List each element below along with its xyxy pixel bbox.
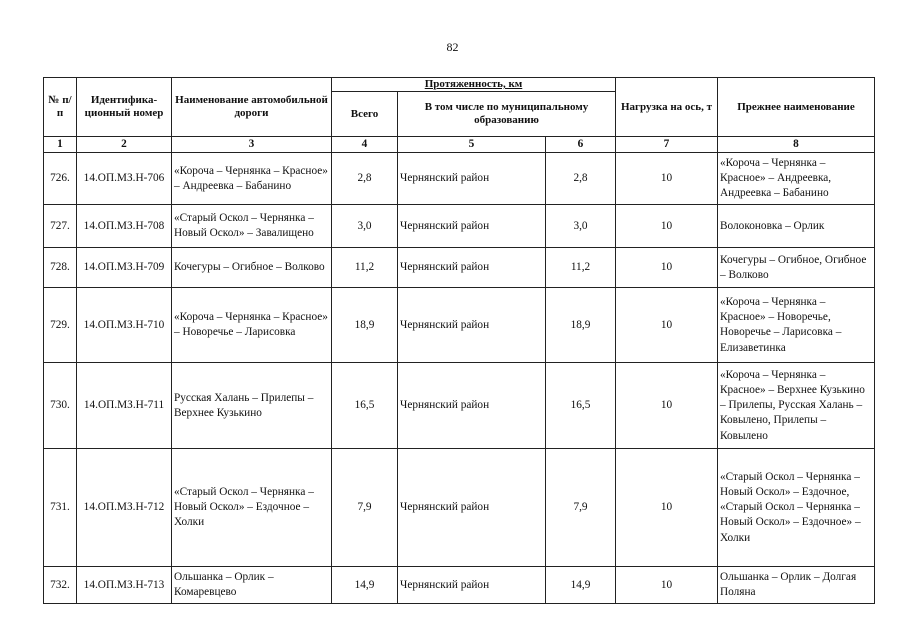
column-number-row [44, 137, 875, 153]
header-name: Наименование автомобильной дороги [172, 78, 332, 137]
length-total: 3,0 [332, 205, 398, 248]
header-num: № п/п [44, 78, 77, 137]
road-id: 14.ОП.МЗ.Н-712 [77, 449, 172, 567]
header-load: Нагрузка на ось, т [616, 78, 718, 137]
axle-load: 10 [616, 449, 718, 567]
table-row [44, 153, 875, 205]
length-total: 11,2 [332, 248, 398, 288]
table-row [44, 205, 875, 248]
row-number: 729. [44, 288, 77, 363]
district-length: 2,8 [546, 153, 616, 205]
previous-name: «Короча – Чернянка – Красное» – Верхнее Кузькино – Прилепы, Русская Халань – Ковылено, Прилепы – Ковылено [718, 363, 875, 449]
road-name: «Старый Оскол – Чернянка – Новый Оскол» – Завалищено [172, 205, 332, 248]
axle-load: 10 [616, 567, 718, 604]
length-total: 18,9 [332, 288, 398, 363]
table-row [44, 567, 875, 604]
district: Чернянский район [398, 363, 546, 449]
district-length: 18,9 [546, 288, 616, 363]
axle-load: 10 [616, 288, 718, 363]
axle-load: 10 [616, 153, 718, 205]
road-id: 14.ОП.МЗ.Н-709 [77, 248, 172, 288]
column-number: 1 [44, 137, 77, 153]
table-row [44, 248, 875, 288]
road-id: 14.ОП.МЗ.Н-708 [77, 205, 172, 248]
road-name: «Короча – Чернянка – Красное» – Андреевка – Бабанино [172, 153, 332, 205]
district: Чернянский район [398, 288, 546, 363]
road-id: 14.ОП.МЗ.Н-710 [77, 288, 172, 363]
column-number: 4 [332, 137, 398, 153]
header-total: Всего [332, 92, 398, 137]
district-length: 16,5 [546, 363, 616, 449]
district: Чернянский район [398, 567, 546, 604]
road-name: Ольшанка – Орлик – Комаревцево [172, 567, 332, 604]
road-name: Русская Халань – Прилепы – Верхнее Кузькино [172, 363, 332, 449]
axle-load: 10 [616, 205, 718, 248]
header-length-group: Протяженность, км [332, 78, 616, 92]
previous-name: «Короча – Чернянка – Красное» – Новоречье, Новоречье – Ларисовка – Елизаветинка [718, 288, 875, 363]
road-name: «Старый Оскол – Чернянка – Новый Оскол» – Ездочное – Холки [172, 449, 332, 567]
page-number: 82 [446, 40, 459, 54]
length-total: 14,9 [332, 567, 398, 604]
column-number: 5 [398, 137, 546, 153]
road-name: Кочегуры – Огибное – Волково [172, 248, 332, 288]
district: Чернянский район [398, 449, 546, 567]
header-id: Идентифика-ционный номер [77, 78, 172, 137]
column-number: 3 [172, 137, 332, 153]
row-number: 731. [44, 449, 77, 567]
column-number: 8 [718, 137, 875, 153]
district: Чернянский район [398, 248, 546, 288]
row-number: 726. [44, 153, 77, 205]
road-name: «Короча – Чернянка – Красное» – Новоречье – Ларисовка [172, 288, 332, 363]
previous-name: «Старый Оскол – Чернянка – Новый Оскол» – Ездочное, «Старый Оскол – Чернянка – Новый Оскол» – Ездочное» – Холки [718, 449, 875, 567]
previous-name: Волоконовка – Орлик [718, 205, 875, 248]
road-id: 14.ОП.МЗ.Н-706 [77, 153, 172, 205]
district-length: 7,9 [546, 449, 616, 567]
header-previous: Прежнее наименование [718, 78, 875, 137]
road-id: 14.ОП.МЗ.Н-711 [77, 363, 172, 449]
previous-name: Кочегуры – Огибное, Огибное – Волково [718, 248, 875, 288]
row-number: 732. [44, 567, 77, 604]
district: Чернянский район [398, 205, 546, 248]
table-row [44, 449, 875, 567]
roads-table [43, 77, 875, 604]
row-number: 728. [44, 248, 77, 288]
previous-name: Ольшанка – Орлик – Долгая Поляна [718, 567, 875, 604]
header-including: В том числе по муниципальному образованию [398, 92, 616, 137]
axle-load: 10 [616, 363, 718, 449]
column-number: 6 [546, 137, 616, 153]
length-total: 2,8 [332, 153, 398, 205]
length-total: 16,5 [332, 363, 398, 449]
district: Чернянский район [398, 153, 546, 205]
road-id: 14.ОП.МЗ.Н-713 [77, 567, 172, 604]
district-length: 14,9 [546, 567, 616, 604]
row-number: 727. [44, 205, 77, 248]
district-length: 3,0 [546, 205, 616, 248]
previous-name: «Короча – Чернянка – Красное» – Андреевка, Андреевка – Бабанино [718, 153, 875, 205]
length-total: 7,9 [332, 449, 398, 567]
column-number: 7 [616, 137, 718, 153]
table-row [44, 363, 875, 449]
column-number: 2 [77, 137, 172, 153]
axle-load: 10 [616, 248, 718, 288]
district-length: 11,2 [546, 248, 616, 288]
table-row [44, 288, 875, 363]
row-number: 730. [44, 363, 77, 449]
